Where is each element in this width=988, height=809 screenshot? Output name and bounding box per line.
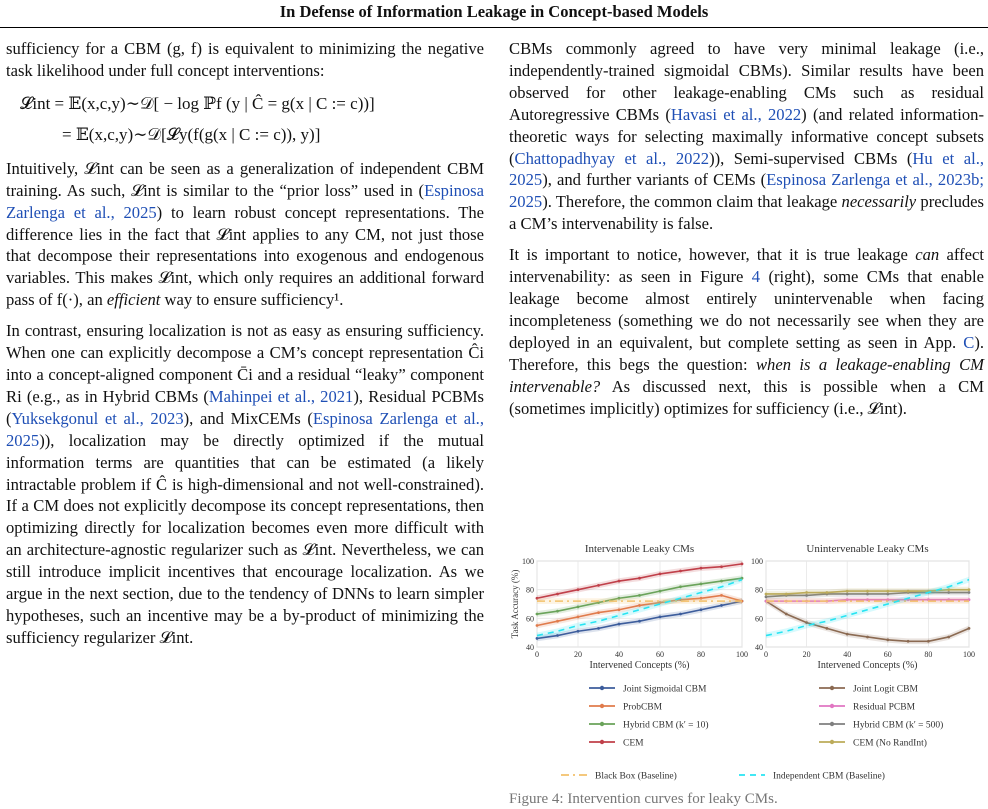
- x-tick-label: 100: [963, 650, 975, 659]
- x-tick-label: 0: [535, 650, 539, 659]
- legend-label: Residual PCBM: [853, 702, 916, 713]
- data-point: [618, 608, 621, 611]
- loss-equation: [6, 88, 484, 150]
- data-point: [846, 633, 849, 636]
- data-point: [720, 604, 723, 607]
- x-tick-label: 0: [764, 650, 768, 659]
- data-point: [659, 590, 662, 593]
- figure-4: [509, 523, 984, 809]
- data-point: [968, 588, 971, 591]
- data-point: [638, 594, 641, 597]
- data-point: [597, 584, 600, 587]
- right-paragraph-2: It is important to notice, however, that it is true leakage can affect intervenability: as seen in Figure 4 (right), some CMs that enable leakage become almost entirely unintervenable when facing incompleteness (something we do not necessarily see when they are deployed in an equivalent, but complete setting as seen in App. C). Therefore, this begs the question: when is a leakage-enabling CM intervenable? As discussed next, this is possible when a CM (sometimes implicitly) optimizes for sufficiency (i.e., 𝓛int).: [509, 245, 984, 418]
- data-point: [536, 613, 539, 616]
- left-paragraph-2: Intuitively, 𝓛int can be seen as a generalization of independent CBM training. As such, 𝓛int is similar to the “prior loss” used in (Espinosa Zarlenga et al., 2025) to learn robust concept representations. The difference lies in the fact that 𝓛int applies to any CM, not just those that decompose their representations into exogenous and endogenous variables. This makes 𝓛int, which only requires an additional forward pass of f(·), an efficient way to ensure sufficiency¹.: [6, 158, 484, 310]
- data-point: [907, 640, 910, 643]
- data-point: [597, 611, 600, 614]
- data-point: [679, 585, 682, 588]
- data-point: [741, 562, 744, 565]
- legend-label: Black Box (Baseline): [595, 771, 677, 782]
- left-column: [6, 38, 484, 658]
- data-point: [907, 590, 910, 593]
- x-tick-label: 60: [883, 650, 892, 659]
- legend-marker: [830, 686, 834, 690]
- y-tick-label: 40: [526, 643, 534, 652]
- left-paragraph-1: sufficiency for a CBM (g, f) is equivalent to minimizing the negative task likelihood under full concept interventions:: [6, 39, 484, 80]
- legend-label: ProbCBM: [623, 702, 663, 713]
- data-point: [577, 588, 580, 591]
- figure-caption: Figure 4: Intervention curves for leaky CMs.: [509, 791, 778, 807]
- y-tick-label: 100: [522, 557, 534, 566]
- data-point: [805, 591, 808, 594]
- data-point: [597, 627, 600, 630]
- paper-title: In Defense of Information Leakage in Concept-based Models: [279, 2, 709, 21]
- data-point: [577, 605, 580, 608]
- citation-link[interactable]: Espinosa Zarlenga et al., 2023b; 2025: [509, 170, 984, 212]
- equation-line-2: = 𝔼(x,c,y)∼𝒟[𝓛y(f(g(x | C := c)), y)]: [62, 124, 321, 144]
- data-point: [536, 624, 539, 627]
- data-point: [826, 627, 829, 630]
- data-point: [638, 620, 641, 623]
- data-point: [659, 616, 662, 619]
- data-point: [659, 573, 662, 576]
- data-point: [765, 593, 768, 596]
- data-point: [638, 604, 641, 607]
- data-point: [826, 591, 829, 594]
- appendix-ref-link[interactable]: C: [963, 332, 975, 352]
- legend-label: Hybrid CBM (k′ = 500): [853, 720, 944, 731]
- chart-title: Unintervenable Leaky CMs: [806, 543, 929, 555]
- x-tick-label: 40: [615, 650, 623, 659]
- left-paragraph-3: In contrast, ensuring localization is not as easy as ensuring sufficiency. When one can explicitly decompose a CM’s concept representation Ĉi into a concept-aligned component C̄i and a residual “leaky” component Ri (e.g., as in Hybrid CBMs (Mahinpei et al., 2021), Residual PCBMs (Yuksekgonul et al., 2023), and MixCEMs (Espinosa Zarlenga et al., 2025)), localization may be directly optimized if the mutual information terms are quantities that can be estimated (a likely intractable problem if Ĉ is high-dimensional and not well-constrained). If a CM does not explicitly decompose its concept representations, then optimizing directly for localization becomes even more difficult with an architecture-agnostic regularizer such as 𝓛int. Nevertheless, we can still introduce implicit incentives that encourage localization. As we argue in the next section, due to the tendency of DNNs to learn simpler hypotheses, such an incentive may be a by-product of minimizing the sufficiency regularizer 𝓛int.: [6, 321, 484, 647]
- figure-ref-link[interactable]: 4: [751, 267, 761, 287]
- legend-label: Joint Logit CBM: [853, 684, 918, 695]
- citation-link[interactable]: Yuksekgonul et al., 2023: [11, 408, 184, 428]
- legend-marker: [830, 722, 834, 726]
- legend-label: Joint Sigmoidal CBM: [623, 684, 707, 695]
- chart-title: Intervenable Leaky CMs: [584, 543, 695, 555]
- data-point: [556, 593, 559, 596]
- right-paragraph-1: CBMs commonly agreed to have very minimal leakage (i.e., independently-trained sigmoidal CBMs). Similar results have been observed for other leakage-enabling CMs such as residual Autoregressive CBMs (Havasi et al., 2022) (and related information-theoretic ways for selecting maximally informative concept subsets (Chattopadhyay et al., 2022)), Semi-supervised CBMs (Hu et al., 2025), and further variants of CEMs (Espinosa Zarlenga et al., 2023b; 2025). Therefore, the common claim that leakage necessarily precludes a CM’s intervenability is false.: [509, 39, 984, 234]
- data-point: [720, 594, 723, 597]
- data-point: [866, 590, 869, 593]
- data-point: [638, 577, 641, 580]
- y-axis-label: Task Accuracy (%): [510, 569, 520, 639]
- data-point: [577, 630, 580, 633]
- y-tick-label: 60: [755, 614, 763, 624]
- legend-marker: [830, 740, 834, 744]
- data-point: [577, 616, 580, 619]
- data-point: [886, 638, 889, 641]
- data-point: [700, 608, 703, 611]
- x-axis-label: Intervened Concepts (%): [817, 660, 918, 671]
- x-tick-label: 20: [802, 650, 811, 659]
- data-point: [618, 580, 621, 583]
- right-column: [509, 38, 984, 428]
- data-point: [618, 623, 621, 626]
- y-tick-label: 80: [755, 585, 763, 595]
- data-point: [866, 636, 869, 639]
- data-point: [679, 570, 682, 573]
- x-tick-label: 80: [924, 650, 933, 659]
- data-point: [846, 590, 849, 593]
- y-tick-label: 40: [755, 643, 763, 652]
- citation-link[interactable]: Chattopadhyay et al., 2022: [514, 148, 710, 168]
- data-point: [556, 610, 559, 613]
- data-point: [886, 590, 889, 593]
- x-axis-label: Intervened Concepts (%): [589, 660, 690, 671]
- citation-link[interactable]: Hu et al., 2025: [509, 148, 984, 190]
- legend-marker: [600, 686, 604, 690]
- legend-label: CEM (No RandInt): [853, 738, 927, 749]
- legend-label: Independent CBM (Baseline): [773, 771, 885, 782]
- data-point: [785, 593, 788, 596]
- equation-line-1: 𝓛int = 𝔼(x,c,y)∼𝒟[ − log ℙf (y | Ĉ = g(x | C := c))]: [20, 93, 375, 113]
- data-point: [720, 580, 723, 583]
- data-point: [556, 620, 559, 623]
- x-tick-label: 60: [656, 650, 664, 659]
- data-point: [556, 634, 559, 637]
- legend-marker: [600, 722, 604, 726]
- x-tick-label: 20: [574, 650, 582, 659]
- legend-label: CEM: [623, 738, 644, 749]
- y-tick-label: 80: [526, 585, 534, 595]
- data-point: [968, 627, 971, 630]
- citation-link[interactable]: Havasi et al., 2022: [670, 104, 802, 124]
- legend-label: Hybrid CBM (k′ = 10): [623, 720, 709, 731]
- data-point: [947, 636, 950, 639]
- x-tick-label: 100: [736, 650, 748, 659]
- legend-marker: [830, 704, 834, 708]
- data-point: [700, 567, 703, 570]
- y-tick-label: 100: [751, 557, 763, 566]
- x-tick-label: 80: [697, 650, 705, 659]
- data-point: [700, 583, 703, 586]
- x-tick-label: 40: [843, 650, 852, 659]
- legend-marker: [600, 740, 604, 744]
- y-tick-label: 60: [526, 614, 534, 624]
- legend-marker: [600, 704, 604, 708]
- data-point: [679, 613, 682, 616]
- intervention-curves-figure: [509, 523, 984, 791]
- data-point: [927, 640, 930, 643]
- data-point: [720, 565, 723, 568]
- citation-link[interactable]: Mahinpei et al., 2021: [208, 386, 354, 406]
- running-header: [0, 0, 988, 28]
- data-point: [785, 613, 788, 616]
- citation-link[interactable]: Espinosa Zarlenga et al., 2025: [6, 408, 484, 450]
- citation-link[interactable]: Espinosa Zarlenga et al., 2025: [6, 180, 484, 222]
